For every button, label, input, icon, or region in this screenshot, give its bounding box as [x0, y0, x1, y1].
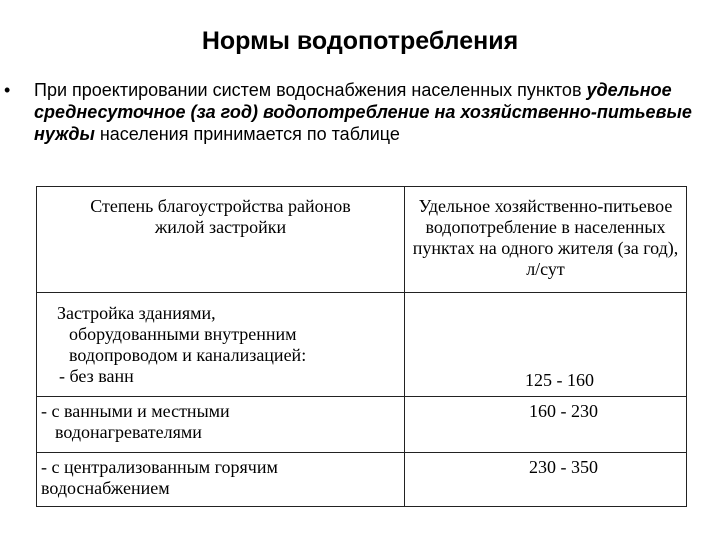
water-consumption-table: [36, 186, 687, 507]
table-row: [37, 397, 687, 453]
row-label-line: водоснабжением: [41, 478, 170, 498]
row-label-cell: [37, 453, 405, 507]
row-label-line: водонагревателями: [55, 422, 202, 442]
row-label-line: - без ванн: [59, 366, 134, 386]
paragraph-text-1: При проектировании систем водоснабжения населенных пунктов: [34, 80, 587, 100]
intro-paragraph: [34, 79, 694, 145]
row-value-cell: 160 - 230: [405, 397, 687, 453]
page-title: Нормы водопотребления: [201, 27, 519, 55]
row-label-line: - с централизованным горячим: [41, 457, 278, 477]
row-label-cell: [37, 293, 405, 397]
header-cell-consumption-norm: Удельное хозяйственно-питьевое водопотребление в населенных пунктах на одного жителя (за год), л/сут: [405, 187, 687, 293]
table-header-row: [37, 187, 687, 293]
row-label-line: водопроводом и канализацией:: [69, 345, 307, 365]
row-label-cell: [37, 397, 405, 453]
paragraph-emphasis: удельное среднесуточное (за год) водопотребление на хозяйственно-питьевые нужды: [34, 80, 692, 144]
row-label-line: - с ванными и местными: [41, 401, 230, 421]
header-cell-improvement-level: Степень благоустройства районов жилой застройки: [37, 187, 405, 293]
row-value-cell: 230 - 350: [405, 453, 687, 507]
row-label-line: Застройка зданиями,: [57, 303, 216, 323]
row-value-cell: 125 - 160: [405, 293, 687, 397]
bullet-marker: •: [4, 80, 11, 100]
paragraph-text-2: населения принимается по таблице: [94, 124, 400, 144]
table-row: [37, 293, 687, 397]
row-label-line: оборудованными внутренним: [69, 324, 297, 344]
table-row: [37, 453, 687, 507]
